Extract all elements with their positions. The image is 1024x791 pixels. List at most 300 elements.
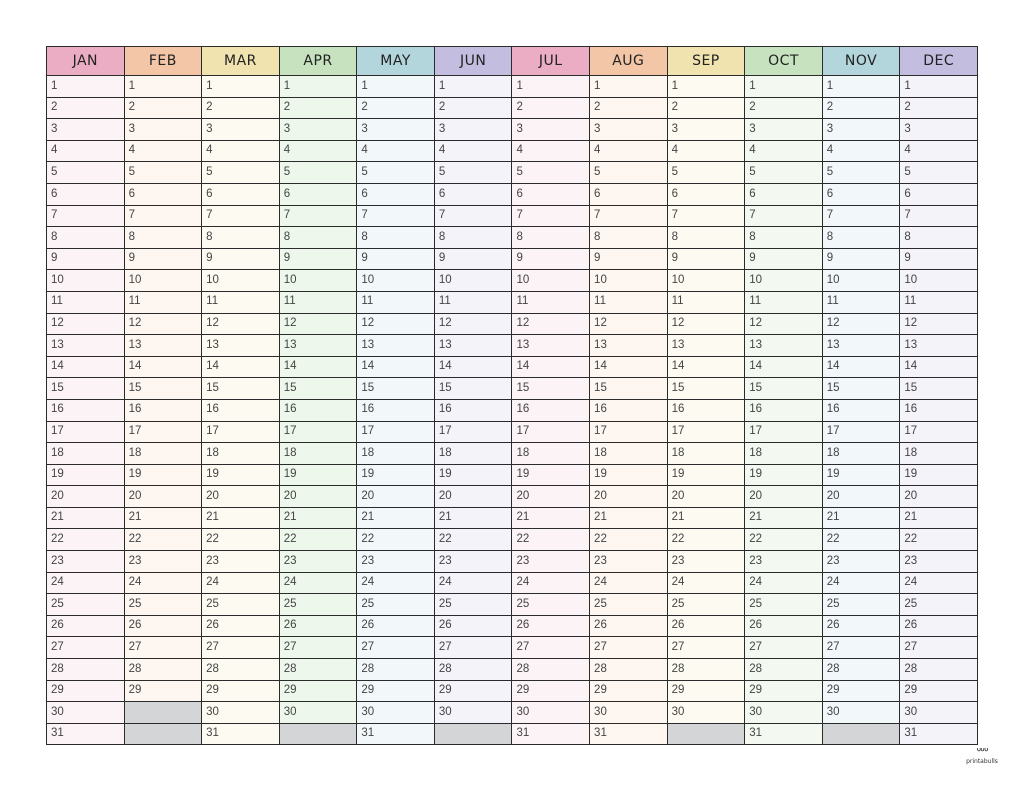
day-cell[interactable]: 19: [512, 464, 590, 486]
day-cell[interactable]: 6: [434, 183, 512, 205]
day-cell[interactable]: 20: [124, 486, 202, 508]
day-cell[interactable]: 21: [590, 507, 668, 529]
day-cell[interactable]: 3: [124, 119, 202, 141]
day-cell[interactable]: 1: [667, 76, 745, 98]
day-cell[interactable]: 1: [124, 76, 202, 98]
day-cell[interactable]: 19: [822, 464, 900, 486]
day-cell[interactable]: 29: [667, 680, 745, 702]
day-cell[interactable]: 15: [822, 378, 900, 400]
day-cell[interactable]: 13: [822, 335, 900, 357]
day-cell[interactable]: 26: [512, 615, 590, 637]
day-cell[interactable]: 5: [822, 162, 900, 184]
day-cell[interactable]: 4: [667, 140, 745, 162]
day-cell[interactable]: 23: [745, 551, 823, 573]
day-cell[interactable]: 31: [900, 723, 978, 745]
day-cell[interactable]: 20: [667, 486, 745, 508]
day-cell[interactable]: 15: [900, 378, 978, 400]
day-cell[interactable]: 6: [202, 183, 280, 205]
day-cell[interactable]: 12: [667, 313, 745, 335]
day-cell[interactable]: 2: [900, 97, 978, 119]
day-cell[interactable]: 6: [512, 183, 590, 205]
day-cell[interactable]: 24: [590, 572, 668, 594]
day-cell[interactable]: 3: [434, 119, 512, 141]
day-cell[interactable]: 27: [822, 637, 900, 659]
day-cell[interactable]: 20: [590, 486, 668, 508]
day-cell[interactable]: 2: [47, 97, 125, 119]
day-cell[interactable]: 12: [900, 313, 978, 335]
day-cell[interactable]: 18: [667, 443, 745, 465]
day-cell[interactable]: 4: [202, 140, 280, 162]
day-cell[interactable]: 29: [745, 680, 823, 702]
day-cell[interactable]: 11: [512, 291, 590, 313]
day-cell[interactable]: 17: [667, 421, 745, 443]
day-cell[interactable]: 21: [357, 507, 435, 529]
day-cell[interactable]: 23: [590, 551, 668, 573]
day-cell[interactable]: 7: [590, 205, 668, 227]
day-cell[interactable]: 24: [822, 572, 900, 594]
day-cell[interactable]: 24: [124, 572, 202, 594]
day-cell[interactable]: 11: [822, 291, 900, 313]
day-cell[interactable]: 16: [667, 399, 745, 421]
day-cell[interactable]: 30: [745, 702, 823, 724]
day-cell[interactable]: 16: [745, 399, 823, 421]
day-cell[interactable]: 4: [590, 140, 668, 162]
day-cell[interactable]: 21: [124, 507, 202, 529]
day-cell[interactable]: 13: [202, 335, 280, 357]
day-cell[interactable]: 28: [47, 659, 125, 681]
day-cell[interactable]: 21: [202, 507, 280, 529]
day-cell[interactable]: 27: [900, 637, 978, 659]
day-cell[interactable]: 7: [47, 205, 125, 227]
day-cell[interactable]: 19: [202, 464, 280, 486]
day-cell[interactable]: 6: [47, 183, 125, 205]
day-cell[interactable]: 18: [590, 443, 668, 465]
day-cell[interactable]: 22: [124, 529, 202, 551]
day-cell[interactable]: 17: [357, 421, 435, 443]
day-cell[interactable]: 22: [822, 529, 900, 551]
day-cell[interactable]: 8: [745, 227, 823, 249]
day-cell[interactable]: 12: [745, 313, 823, 335]
day-cell[interactable]: 16: [124, 399, 202, 421]
day-cell[interactable]: 5: [279, 162, 357, 184]
day-cell[interactable]: 30: [667, 702, 745, 724]
day-cell[interactable]: 5: [512, 162, 590, 184]
day-cell[interactable]: 27: [667, 637, 745, 659]
day-cell[interactable]: 3: [667, 119, 745, 141]
day-cell[interactable]: 6: [900, 183, 978, 205]
day-cell[interactable]: 30: [590, 702, 668, 724]
day-cell[interactable]: 12: [590, 313, 668, 335]
day-cell[interactable]: 29: [590, 680, 668, 702]
day-cell[interactable]: 23: [202, 551, 280, 573]
day-cell-empty[interactable]: [124, 723, 202, 745]
day-cell[interactable]: 14: [590, 356, 668, 378]
day-cell[interactable]: 30: [357, 702, 435, 724]
day-cell[interactable]: 28: [900, 659, 978, 681]
day-cell[interactable]: 7: [124, 205, 202, 227]
day-cell[interactable]: 5: [47, 162, 125, 184]
day-cell[interactable]: 1: [357, 76, 435, 98]
day-cell[interactable]: 15: [357, 378, 435, 400]
day-cell[interactable]: 14: [745, 356, 823, 378]
day-cell[interactable]: 14: [667, 356, 745, 378]
day-cell[interactable]: 9: [822, 248, 900, 270]
day-cell[interactable]: 15: [434, 378, 512, 400]
day-cell-empty[interactable]: [124, 702, 202, 724]
day-cell[interactable]: 7: [434, 205, 512, 227]
day-cell[interactable]: 19: [357, 464, 435, 486]
day-cell[interactable]: 4: [124, 140, 202, 162]
day-cell[interactable]: 3: [590, 119, 668, 141]
day-cell[interactable]: 14: [279, 356, 357, 378]
day-cell[interactable]: 14: [124, 356, 202, 378]
day-cell[interactable]: 26: [745, 615, 823, 637]
day-cell[interactable]: 29: [434, 680, 512, 702]
day-cell[interactable]: 2: [279, 97, 357, 119]
day-cell[interactable]: 31: [745, 723, 823, 745]
day-cell[interactable]: 19: [47, 464, 125, 486]
day-cell[interactable]: 30: [822, 702, 900, 724]
day-cell[interactable]: 13: [745, 335, 823, 357]
day-cell[interactable]: 24: [357, 572, 435, 594]
day-cell[interactable]: 20: [745, 486, 823, 508]
day-cell[interactable]: 13: [47, 335, 125, 357]
day-cell[interactable]: 9: [512, 248, 590, 270]
day-cell[interactable]: 9: [47, 248, 125, 270]
day-cell[interactable]: 15: [512, 378, 590, 400]
day-cell[interactable]: 10: [124, 270, 202, 292]
day-cell[interactable]: 3: [512, 119, 590, 141]
day-cell[interactable]: 9: [202, 248, 280, 270]
day-cell-empty[interactable]: [434, 723, 512, 745]
day-cell[interactable]: 2: [357, 97, 435, 119]
day-cell-empty[interactable]: [279, 723, 357, 745]
day-cell[interactable]: 11: [47, 291, 125, 313]
day-cell[interactable]: 4: [357, 140, 435, 162]
day-cell[interactable]: 18: [357, 443, 435, 465]
day-cell[interactable]: 4: [47, 140, 125, 162]
day-cell[interactable]: 27: [512, 637, 590, 659]
day-cell[interactable]: 7: [357, 205, 435, 227]
day-cell[interactable]: 12: [202, 313, 280, 335]
day-cell[interactable]: 19: [590, 464, 668, 486]
day-cell[interactable]: 12: [47, 313, 125, 335]
day-cell[interactable]: 14: [47, 356, 125, 378]
day-cell[interactable]: 6: [124, 183, 202, 205]
day-cell[interactable]: 25: [124, 594, 202, 616]
day-cell[interactable]: 17: [745, 421, 823, 443]
day-cell[interactable]: 3: [202, 119, 280, 141]
day-cell[interactable]: 13: [667, 335, 745, 357]
day-cell[interactable]: 1: [434, 76, 512, 98]
day-cell[interactable]: 11: [202, 291, 280, 313]
day-cell[interactable]: 25: [512, 594, 590, 616]
day-cell[interactable]: 26: [279, 615, 357, 637]
day-cell[interactable]: 27: [124, 637, 202, 659]
day-cell[interactable]: 9: [745, 248, 823, 270]
day-cell[interactable]: 22: [900, 529, 978, 551]
day-cell[interactable]: 28: [745, 659, 823, 681]
day-cell[interactable]: 28: [667, 659, 745, 681]
day-cell[interactable]: 11: [434, 291, 512, 313]
day-cell[interactable]: 19: [667, 464, 745, 486]
day-cell[interactable]: 29: [47, 680, 125, 702]
day-cell[interactable]: 9: [357, 248, 435, 270]
day-cell[interactable]: 24: [202, 572, 280, 594]
day-cell[interactable]: 21: [47, 507, 125, 529]
day-cell[interactable]: 10: [434, 270, 512, 292]
day-cell[interactable]: 31: [357, 723, 435, 745]
day-cell[interactable]: 22: [512, 529, 590, 551]
day-cell[interactable]: 20: [434, 486, 512, 508]
day-cell[interactable]: 24: [900, 572, 978, 594]
day-cell[interactable]: 16: [512, 399, 590, 421]
day-cell[interactable]: 20: [279, 486, 357, 508]
day-cell[interactable]: 3: [745, 119, 823, 141]
day-cell[interactable]: 26: [590, 615, 668, 637]
day-cell[interactable]: 10: [900, 270, 978, 292]
day-cell[interactable]: 21: [900, 507, 978, 529]
day-cell[interactable]: 19: [434, 464, 512, 486]
day-cell[interactable]: 9: [667, 248, 745, 270]
day-cell[interactable]: 19: [124, 464, 202, 486]
day-cell[interactable]: 16: [357, 399, 435, 421]
day-cell[interactable]: 19: [900, 464, 978, 486]
day-cell[interactable]: 2: [124, 97, 202, 119]
day-cell[interactable]: 10: [590, 270, 668, 292]
day-cell[interactable]: 17: [279, 421, 357, 443]
day-cell[interactable]: 26: [124, 615, 202, 637]
day-cell[interactable]: 24: [512, 572, 590, 594]
day-cell[interactable]: 14: [434, 356, 512, 378]
day-cell[interactable]: 23: [434, 551, 512, 573]
day-cell[interactable]: 30: [434, 702, 512, 724]
day-cell[interactable]: 8: [822, 227, 900, 249]
day-cell[interactable]: 10: [512, 270, 590, 292]
day-cell[interactable]: 1: [822, 76, 900, 98]
day-cell[interactable]: 2: [822, 97, 900, 119]
day-cell[interactable]: 7: [279, 205, 357, 227]
day-cell[interactable]: 9: [590, 248, 668, 270]
day-cell[interactable]: 23: [279, 551, 357, 573]
day-cell[interactable]: 1: [900, 76, 978, 98]
day-cell[interactable]: 3: [822, 119, 900, 141]
day-cell[interactable]: 29: [357, 680, 435, 702]
day-cell[interactable]: 11: [900, 291, 978, 313]
day-cell[interactable]: 1: [590, 76, 668, 98]
day-cell[interactable]: 7: [900, 205, 978, 227]
day-cell[interactable]: 11: [124, 291, 202, 313]
day-cell[interactable]: 4: [822, 140, 900, 162]
day-cell[interactable]: 23: [47, 551, 125, 573]
day-cell[interactable]: 4: [900, 140, 978, 162]
day-cell[interactable]: 13: [434, 335, 512, 357]
day-cell[interactable]: 22: [434, 529, 512, 551]
day-cell[interactable]: 7: [512, 205, 590, 227]
day-cell[interactable]: 11: [745, 291, 823, 313]
day-cell[interactable]: 10: [202, 270, 280, 292]
day-cell[interactable]: 7: [745, 205, 823, 227]
day-cell[interactable]: 24: [745, 572, 823, 594]
day-cell[interactable]: 19: [745, 464, 823, 486]
day-cell[interactable]: 11: [667, 291, 745, 313]
day-cell[interactable]: 14: [822, 356, 900, 378]
day-cell[interactable]: 5: [667, 162, 745, 184]
day-cell[interactable]: 14: [202, 356, 280, 378]
day-cell[interactable]: 22: [202, 529, 280, 551]
day-cell[interactable]: 10: [822, 270, 900, 292]
day-cell[interactable]: 30: [202, 702, 280, 724]
day-cell[interactable]: 8: [512, 227, 590, 249]
day-cell[interactable]: 22: [357, 529, 435, 551]
day-cell[interactable]: 21: [512, 507, 590, 529]
day-cell[interactable]: 17: [124, 421, 202, 443]
day-cell[interactable]: 4: [279, 140, 357, 162]
day-cell[interactable]: 7: [667, 205, 745, 227]
day-cell[interactable]: 14: [357, 356, 435, 378]
day-cell[interactable]: 6: [822, 183, 900, 205]
day-cell[interactable]: 6: [279, 183, 357, 205]
day-cell[interactable]: 2: [590, 97, 668, 119]
day-cell[interactable]: 15: [279, 378, 357, 400]
day-cell[interactable]: 10: [667, 270, 745, 292]
day-cell[interactable]: 5: [590, 162, 668, 184]
day-cell[interactable]: 28: [279, 659, 357, 681]
day-cell[interactable]: 20: [512, 486, 590, 508]
day-cell[interactable]: 8: [434, 227, 512, 249]
day-cell[interactable]: 26: [434, 615, 512, 637]
day-cell[interactable]: 1: [279, 76, 357, 98]
day-cell[interactable]: 25: [434, 594, 512, 616]
day-cell[interactable]: 24: [667, 572, 745, 594]
day-cell[interactable]: 18: [279, 443, 357, 465]
day-cell[interactable]: 15: [47, 378, 125, 400]
day-cell[interactable]: 13: [900, 335, 978, 357]
day-cell[interactable]: 16: [900, 399, 978, 421]
day-cell[interactable]: 26: [667, 615, 745, 637]
day-cell[interactable]: 29: [900, 680, 978, 702]
day-cell[interactable]: 5: [900, 162, 978, 184]
day-cell[interactable]: 7: [202, 205, 280, 227]
day-cell[interactable]: 6: [357, 183, 435, 205]
day-cell[interactable]: 18: [124, 443, 202, 465]
day-cell[interactable]: 7: [822, 205, 900, 227]
day-cell[interactable]: 28: [124, 659, 202, 681]
day-cell[interactable]: 8: [357, 227, 435, 249]
day-cell[interactable]: 28: [202, 659, 280, 681]
day-cell[interactable]: 1: [745, 76, 823, 98]
day-cell[interactable]: 18: [900, 443, 978, 465]
day-cell[interactable]: 28: [357, 659, 435, 681]
day-cell[interactable]: 11: [279, 291, 357, 313]
day-cell[interactable]: 14: [900, 356, 978, 378]
day-cell[interactable]: 25: [47, 594, 125, 616]
day-cell[interactable]: 13: [124, 335, 202, 357]
day-cell[interactable]: 8: [202, 227, 280, 249]
day-cell[interactable]: 15: [202, 378, 280, 400]
day-cell[interactable]: 5: [202, 162, 280, 184]
day-cell[interactable]: 20: [900, 486, 978, 508]
day-cell[interactable]: 3: [900, 119, 978, 141]
day-cell[interactable]: 30: [279, 702, 357, 724]
day-cell[interactable]: 8: [667, 227, 745, 249]
day-cell[interactable]: 12: [124, 313, 202, 335]
day-cell[interactable]: 27: [590, 637, 668, 659]
day-cell[interactable]: 30: [47, 702, 125, 724]
day-cell[interactable]: 18: [202, 443, 280, 465]
day-cell-empty[interactable]: [822, 723, 900, 745]
day-cell[interactable]: 17: [822, 421, 900, 443]
day-cell[interactable]: 23: [822, 551, 900, 573]
day-cell[interactable]: 26: [900, 615, 978, 637]
day-cell[interactable]: 29: [512, 680, 590, 702]
day-cell[interactable]: 10: [47, 270, 125, 292]
day-cell[interactable]: 27: [47, 637, 125, 659]
day-cell[interactable]: 24: [279, 572, 357, 594]
day-cell[interactable]: 28: [590, 659, 668, 681]
day-cell[interactable]: 25: [357, 594, 435, 616]
day-cell[interactable]: 22: [667, 529, 745, 551]
day-cell[interactable]: 25: [745, 594, 823, 616]
day-cell[interactable]: 27: [357, 637, 435, 659]
day-cell[interactable]: 12: [512, 313, 590, 335]
day-cell[interactable]: 10: [357, 270, 435, 292]
day-cell[interactable]: 28: [512, 659, 590, 681]
day-cell[interactable]: 9: [434, 248, 512, 270]
day-cell[interactable]: 8: [590, 227, 668, 249]
day-cell[interactable]: 4: [434, 140, 512, 162]
day-cell[interactable]: 25: [279, 594, 357, 616]
day-cell[interactable]: 18: [822, 443, 900, 465]
day-cell[interactable]: 15: [124, 378, 202, 400]
day-cell[interactable]: 12: [822, 313, 900, 335]
day-cell[interactable]: 18: [745, 443, 823, 465]
day-cell[interactable]: 26: [822, 615, 900, 637]
day-cell[interactable]: 16: [590, 399, 668, 421]
day-cell[interactable]: 23: [357, 551, 435, 573]
day-cell[interactable]: 11: [590, 291, 668, 313]
day-cell[interactable]: 5: [357, 162, 435, 184]
day-cell[interactable]: 20: [822, 486, 900, 508]
day-cell[interactable]: 27: [745, 637, 823, 659]
day-cell[interactable]: 13: [512, 335, 590, 357]
day-cell[interactable]: 15: [667, 378, 745, 400]
day-cell[interactable]: 29: [279, 680, 357, 702]
day-cell[interactable]: 26: [357, 615, 435, 637]
day-cell[interactable]: 29: [124, 680, 202, 702]
day-cell[interactable]: 16: [47, 399, 125, 421]
day-cell[interactable]: 2: [434, 97, 512, 119]
day-cell[interactable]: 15: [745, 378, 823, 400]
day-cell[interactable]: 19: [279, 464, 357, 486]
day-cell[interactable]: 31: [512, 723, 590, 745]
day-cell[interactable]: 9: [900, 248, 978, 270]
day-cell[interactable]: 26: [202, 615, 280, 637]
day-cell[interactable]: 18: [512, 443, 590, 465]
day-cell[interactable]: 6: [590, 183, 668, 205]
day-cell[interactable]: 11: [357, 291, 435, 313]
day-cell[interactable]: 21: [279, 507, 357, 529]
day-cell[interactable]: 1: [512, 76, 590, 98]
day-cell[interactable]: 18: [434, 443, 512, 465]
day-cell[interactable]: 12: [357, 313, 435, 335]
day-cell[interactable]: 23: [900, 551, 978, 573]
day-cell[interactable]: 16: [822, 399, 900, 421]
day-cell[interactable]: 28: [434, 659, 512, 681]
day-cell[interactable]: 25: [590, 594, 668, 616]
day-cell[interactable]: 25: [900, 594, 978, 616]
day-cell[interactable]: 27: [202, 637, 280, 659]
